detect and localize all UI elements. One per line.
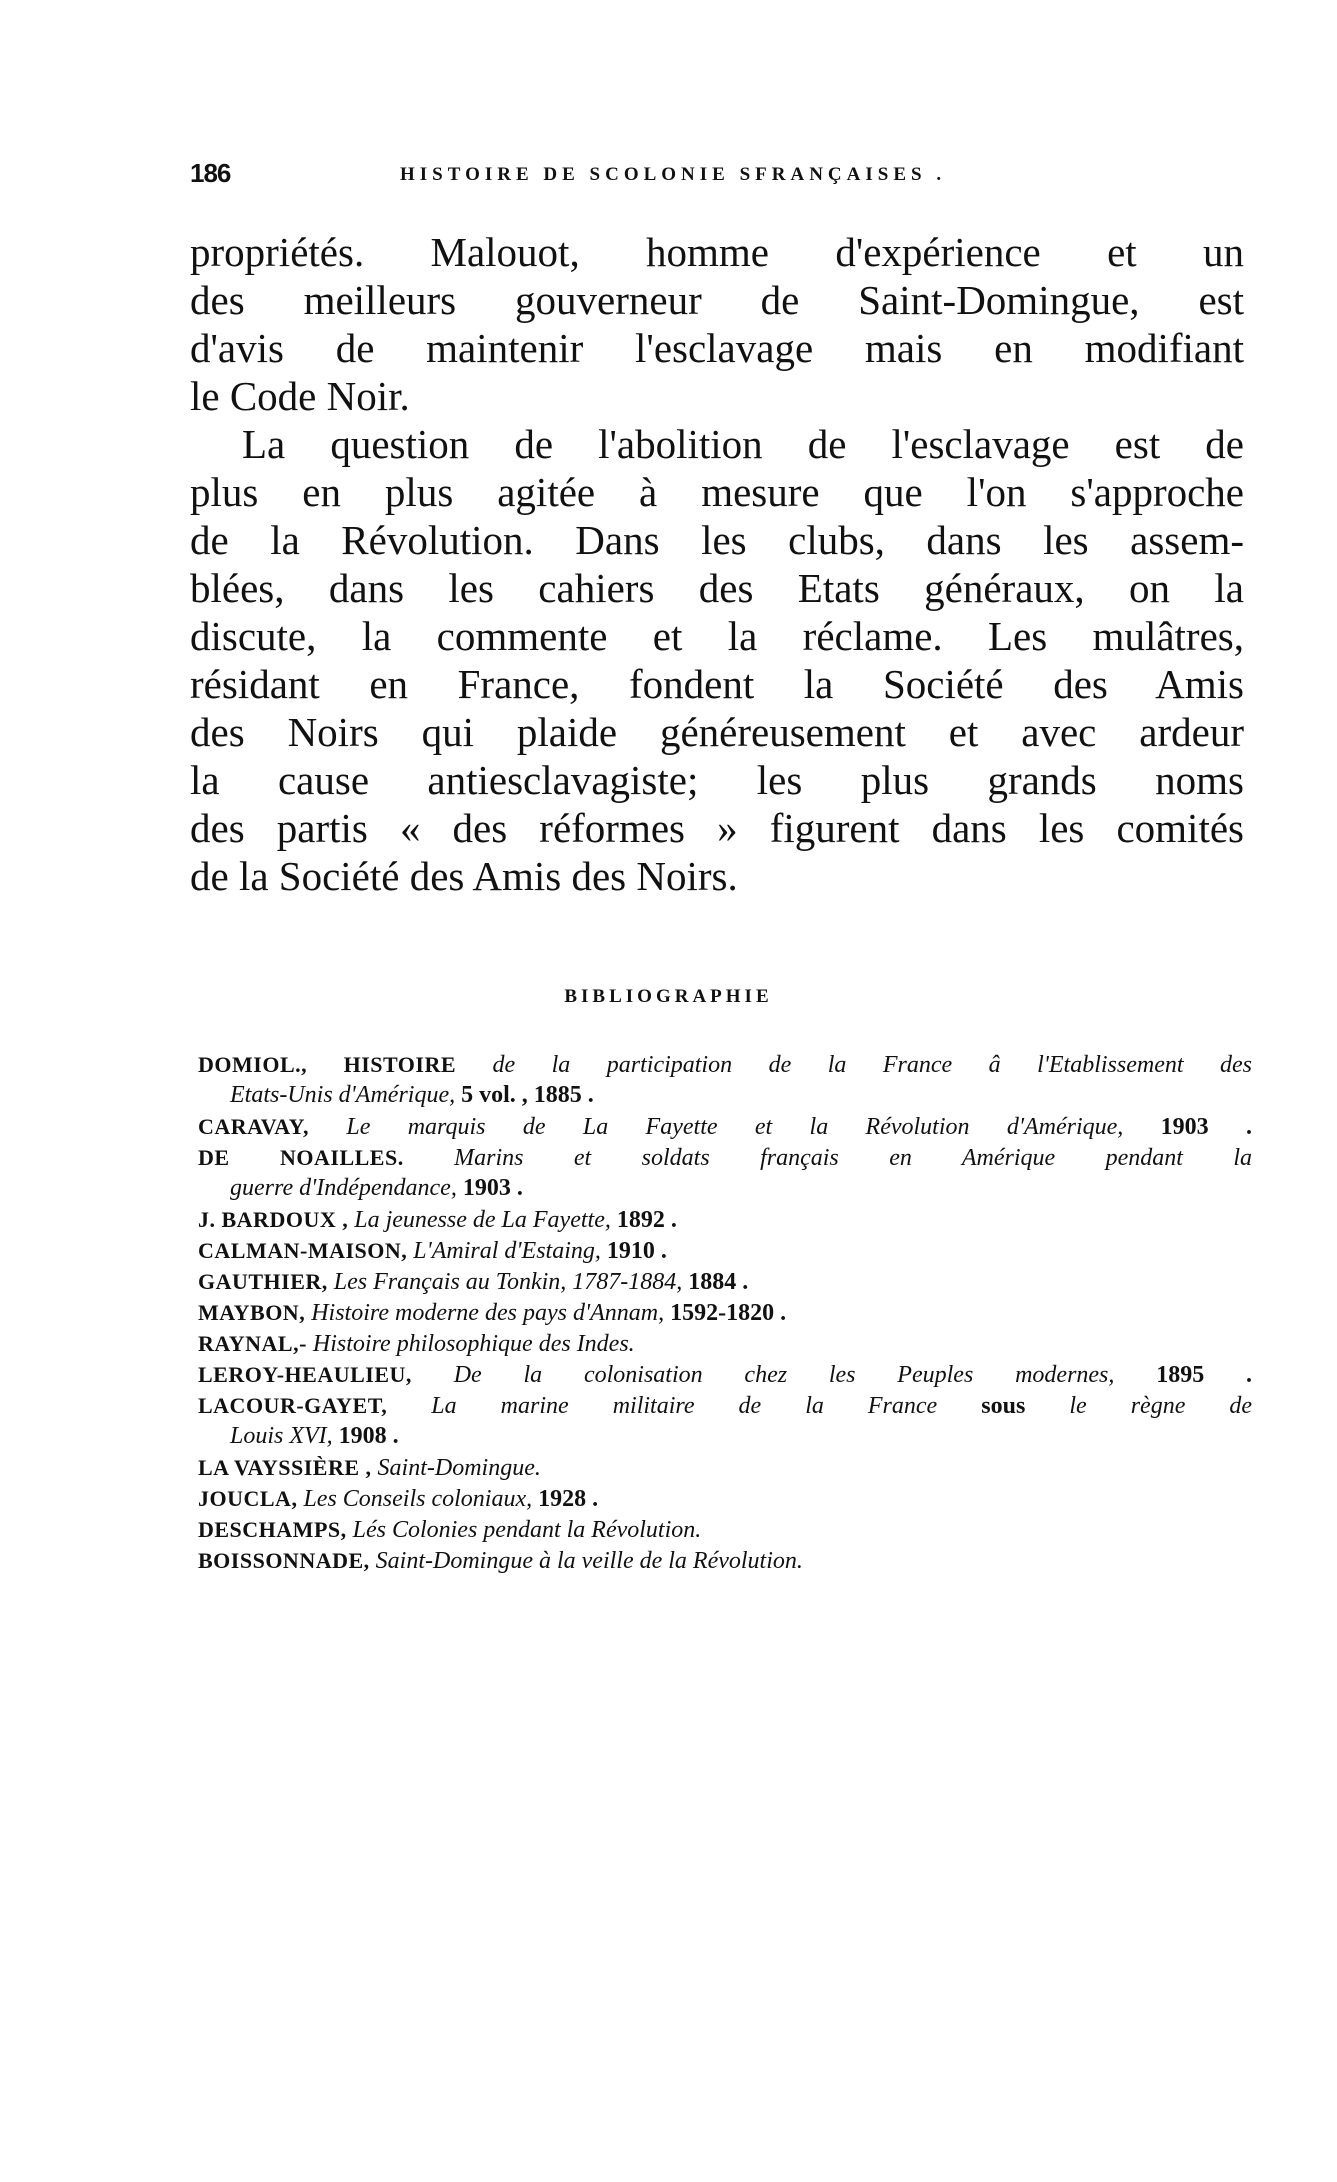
bibliography-heading: BIBLIOGRAPHIE — [564, 986, 773, 1007]
entry-author: J. BARDOUX , — [198, 1207, 349, 1232]
entry-title: le règne de — [1069, 1393, 1253, 1419]
body-line: plus en plus agitée à mesure que l'on s'approche — [190, 469, 1244, 515]
entry-title: de la participation de la France â l'Etablissement des — [492, 1052, 1253, 1078]
entry-detail: 1903 . — [1160, 1114, 1253, 1140]
entry-detail: 1903 . — [462, 1175, 523, 1201]
page-number: 186 — [190, 158, 231, 188]
entry-title: Les Français au Tonkin, 1787-1884, — [333, 1269, 683, 1295]
bibliography-entry — [198, 1049, 1252, 1111]
body-line: de la Société des Amis des Noirs. — [190, 853, 738, 899]
entry-bold-word: sous — [981, 1393, 1026, 1419]
bibliography-entry — [198, 1266, 1252, 1297]
bibliography-entry — [198, 1452, 1252, 1483]
bibliography-entry — [198, 1483, 1252, 1514]
entry-title: Saint-Domingue. — [377, 1455, 541, 1481]
entry-author: JOUCLA, — [198, 1486, 298, 1511]
entry-title: La marine militaire de la France — [431, 1393, 938, 1419]
entry-title: guerre d'Indépendance, — [230, 1175, 457, 1201]
entry-detail: 1895 . — [1156, 1362, 1252, 1388]
entry-detail: 1892 . — [616, 1207, 677, 1233]
body-line: propriétés. Malouot, homme d'expérience et un — [190, 229, 1244, 275]
entry-author: BOISSONNADE, — [198, 1548, 370, 1573]
entry-title: La jeunesse de La Fayette, — [354, 1207, 611, 1233]
entry-author: CALMAN-MAISON, — [198, 1238, 408, 1263]
bibliography-entry — [198, 1235, 1252, 1266]
entry-author: DESCHAMPS, — [198, 1517, 347, 1542]
entry-author: LA VAYSSIÈRE , — [198, 1455, 372, 1480]
entry-author: DE NOAILLES. — [198, 1145, 404, 1170]
body-line: résidant en France, fondent la Société des Amis — [190, 661, 1244, 707]
entry-author: LEROY-HEAULIEU, — [198, 1362, 412, 1387]
body-line: blées, dans les cahiers des Etats généraux, on la — [190, 565, 1244, 611]
running-title: HISTOIRE DE SCOLONIE SFRANÇAISES . — [400, 164, 947, 185]
entry-title: Marins et soldats français en Amérique pendant la — [454, 1145, 1252, 1171]
entry-title: Les Conseils coloniaux, — [303, 1486, 533, 1512]
entry-title: L'Amiral d'Estaing, — [413, 1238, 601, 1264]
entry-detail: 1910 . — [606, 1238, 667, 1264]
entry-title: Louis XVI, — [230, 1423, 333, 1449]
body-line: discute, la commente et la réclame. Les mulâtres, — [190, 613, 1244, 659]
entry-author: DOMIOL., HISTOIRE — [198, 1052, 457, 1077]
entry-author: RAYNAL,- — [198, 1331, 307, 1356]
bibliography-entry — [198, 1390, 1252, 1452]
body-line: la cause antiesclavagiste; les plus grands noms — [190, 757, 1244, 803]
entry-author: MAYBON, — [198, 1300, 306, 1325]
entry-author: GAUTHIER, — [198, 1269, 328, 1294]
entry-title: De la colonisation chez les Peuples modernes, — [453, 1362, 1115, 1388]
bibliography-entry — [198, 1514, 1252, 1545]
entry-detail: 1884 . — [688, 1269, 749, 1295]
body-line: des partis « des réformes » figurent dans les comités — [190, 805, 1244, 851]
entry-author: CARAVAY, — [198, 1114, 310, 1139]
bibliography-entry — [198, 1204, 1252, 1235]
entry-title: Etats-Unis d'Amérique, — [230, 1082, 456, 1108]
body-line: de la Révolution. Dans les clubs, dans les assem- — [190, 517, 1244, 563]
body-line: d'avis de maintenir l'esclavage mais en modifiant — [190, 325, 1244, 371]
entry-title: Histoire philosophique des Indes. — [312, 1331, 635, 1357]
bibliography-list — [198, 1049, 1252, 1576]
entry-detail: 1928 . — [538, 1486, 599, 1512]
body-line: des meilleurs gouverneur de Saint-Domingue, est — [190, 277, 1244, 323]
bibliography-entry — [198, 1297, 1252, 1328]
bibliography-entry — [198, 1328, 1252, 1359]
body-line: des Noirs qui plaide généreusement et avec ardeur — [190, 709, 1244, 755]
bibliography-entry — [198, 1545, 1252, 1576]
entry-title: Saint-Domingue à la veille de la Révolution. — [375, 1548, 803, 1574]
entry-author: LACOUR-GAYET, — [198, 1393, 388, 1418]
body-line: le Code Noir. — [190, 373, 410, 419]
body-paragraphs — [190, 228, 1244, 900]
entry-title: Histoire moderne des pays d'Annam, — [311, 1300, 665, 1326]
entry-title: Lés Colonies pendant la Révolution. — [352, 1517, 702, 1543]
bibliography-entry — [198, 1359, 1252, 1390]
body-line: La question de l'abolition de l'esclavage est de — [242, 421, 1244, 467]
entry-detail: 5 vol. , 1885 . — [461, 1082, 594, 1108]
bibliography-entry — [198, 1142, 1252, 1204]
entry-detail: 1592-1820 . — [670, 1300, 787, 1326]
bibliography-entry — [198, 1111, 1252, 1142]
entry-detail: 1908 . — [338, 1423, 399, 1449]
entry-title: Le marquis de La Fayette et la Révolution d'Amérique, — [346, 1114, 1124, 1140]
